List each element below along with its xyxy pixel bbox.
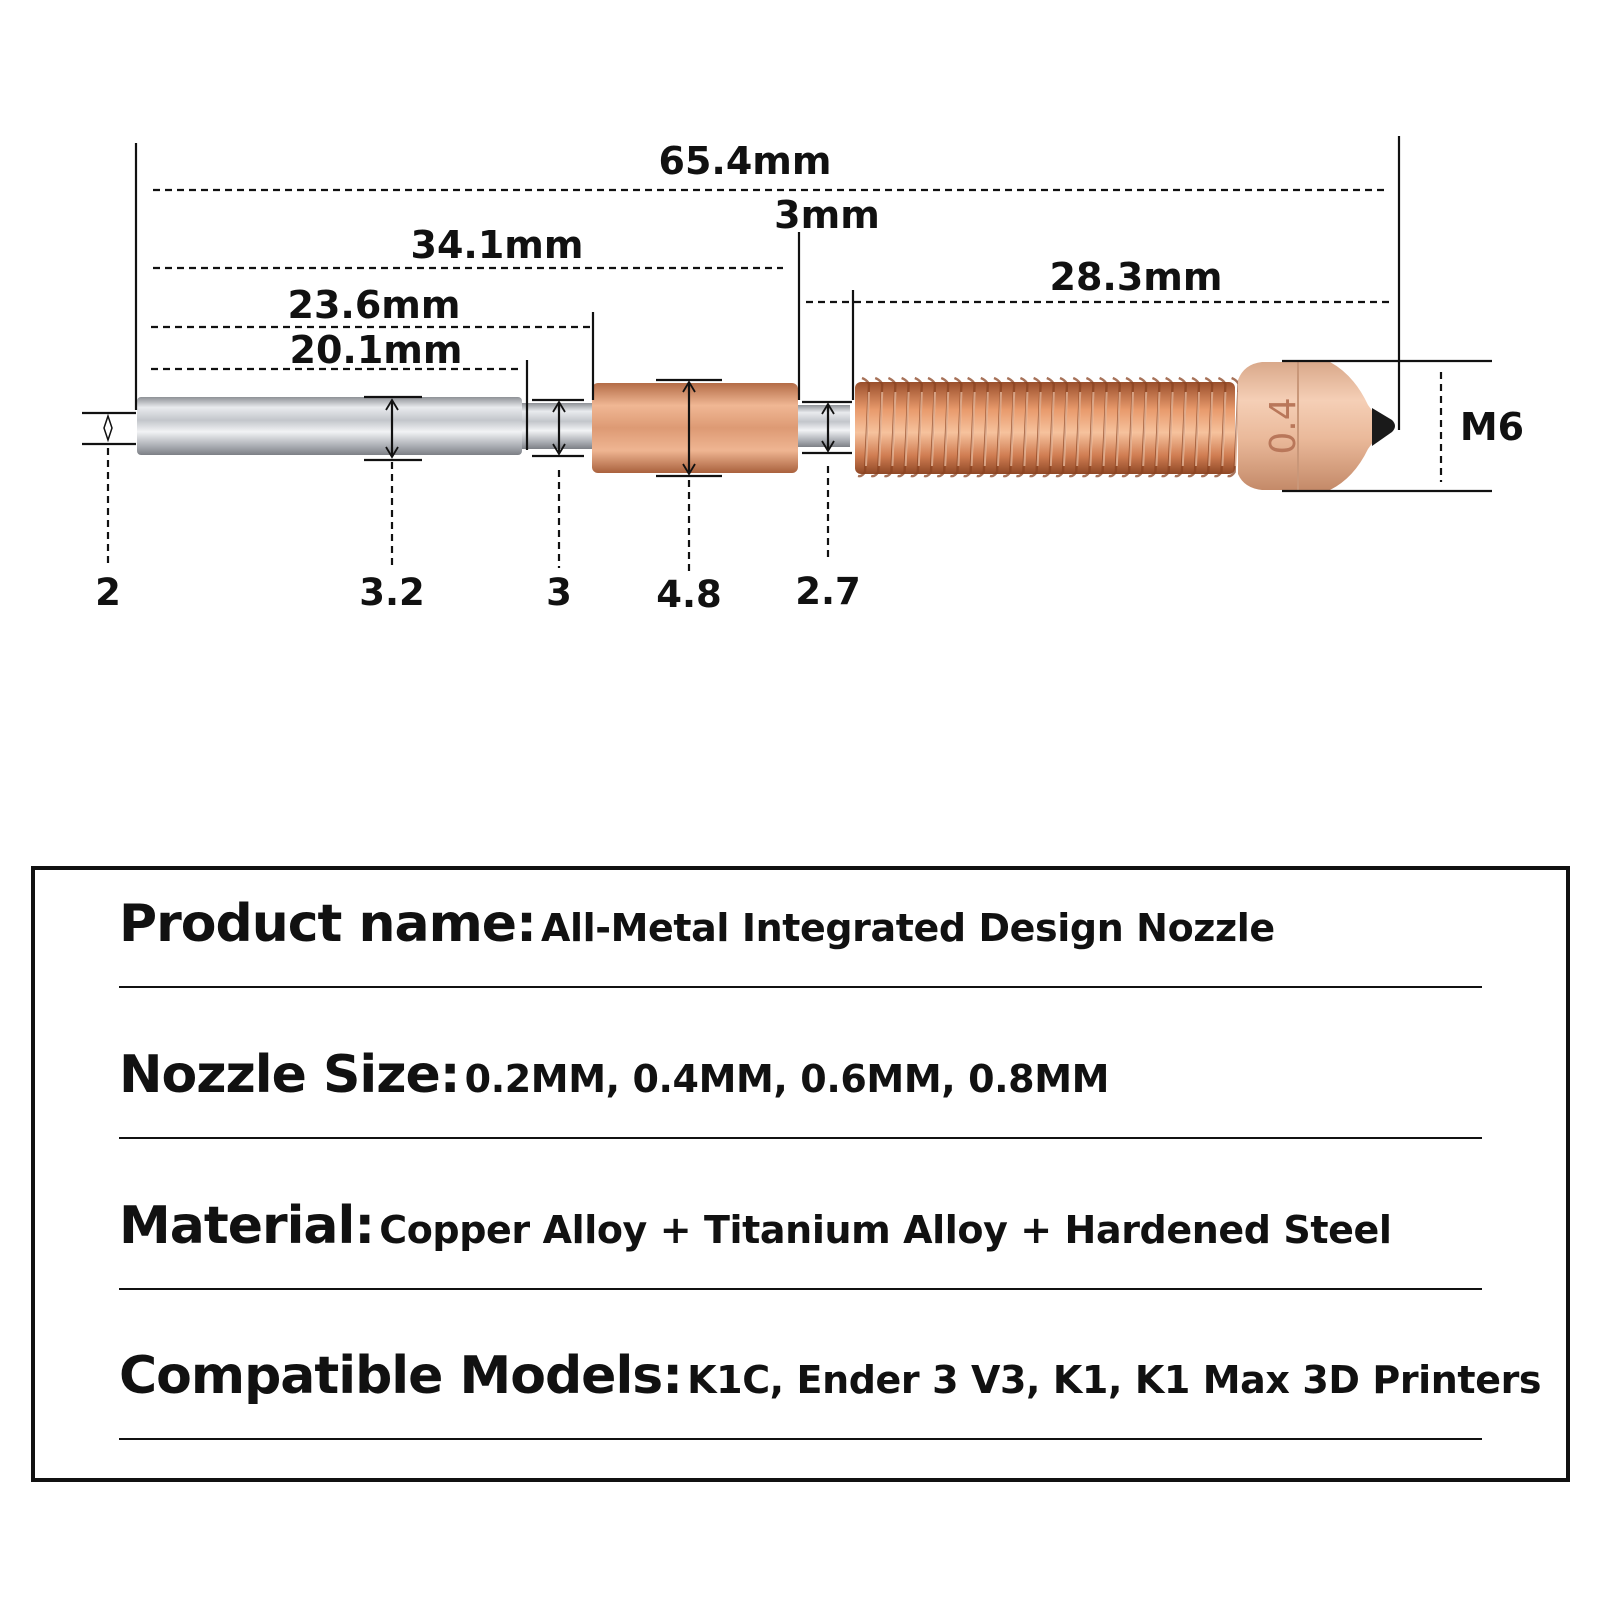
dim-diameter-5: 2.7 [795,570,861,613]
spec-value: 0.2MM, 0.4MM, 0.6MM, 0.8MM [464,1057,1110,1101]
dim-tube-length-a: 23.6mm [287,283,461,327]
hex-nut [1238,362,1376,490]
spec-value: K1C, Ender 3 V3, K1, K1 Max 3D Printers [687,1358,1542,1402]
dim-heatbreak-length: 34.1mm [410,223,584,267]
spec-box [31,866,1570,1482]
spec-row-product-name [119,894,1482,988]
spec-label: Compatible Models: [119,1346,683,1406]
dim-thread-spec: M6 [1459,405,1525,449]
spec-label: Nozzle Size: [119,1045,460,1105]
dim-total-length: 65.4mm [658,139,832,183]
steel-neck [522,403,592,449]
spec-label: Material: [119,1196,375,1256]
nozzle-body [137,362,1395,490]
nozzle-tip [1372,408,1395,446]
threaded-section [855,382,1235,474]
spec-row-compatible-models [119,1346,1542,1440]
spec-row-nozzle-size [119,1045,1482,1139]
dim-tube-length-b: 20.1mm [289,328,463,372]
nozzle-marking: 0.4 [1263,397,1304,455]
dim-diameter-3: 3 [546,571,572,614]
dim-thread-length: 28.3mm [1049,255,1223,299]
copper-sleeve [592,383,798,473]
spec-value: All-Metal Integrated Design Nozzle [540,906,1275,950]
dim-diameter-1: 2 [95,571,121,614]
spec-label: Product name: [119,894,536,954]
dim-gap: 3mm [774,193,880,237]
spec-row-material [119,1196,1482,1290]
dim-diameter-4: 4.8 [656,573,722,616]
steel-tube [137,397,522,455]
spec-value: Copper Alloy + Titanium Alloy + Hardened Steel [379,1208,1392,1252]
dim-diameter-2: 3.2 [359,571,425,614]
